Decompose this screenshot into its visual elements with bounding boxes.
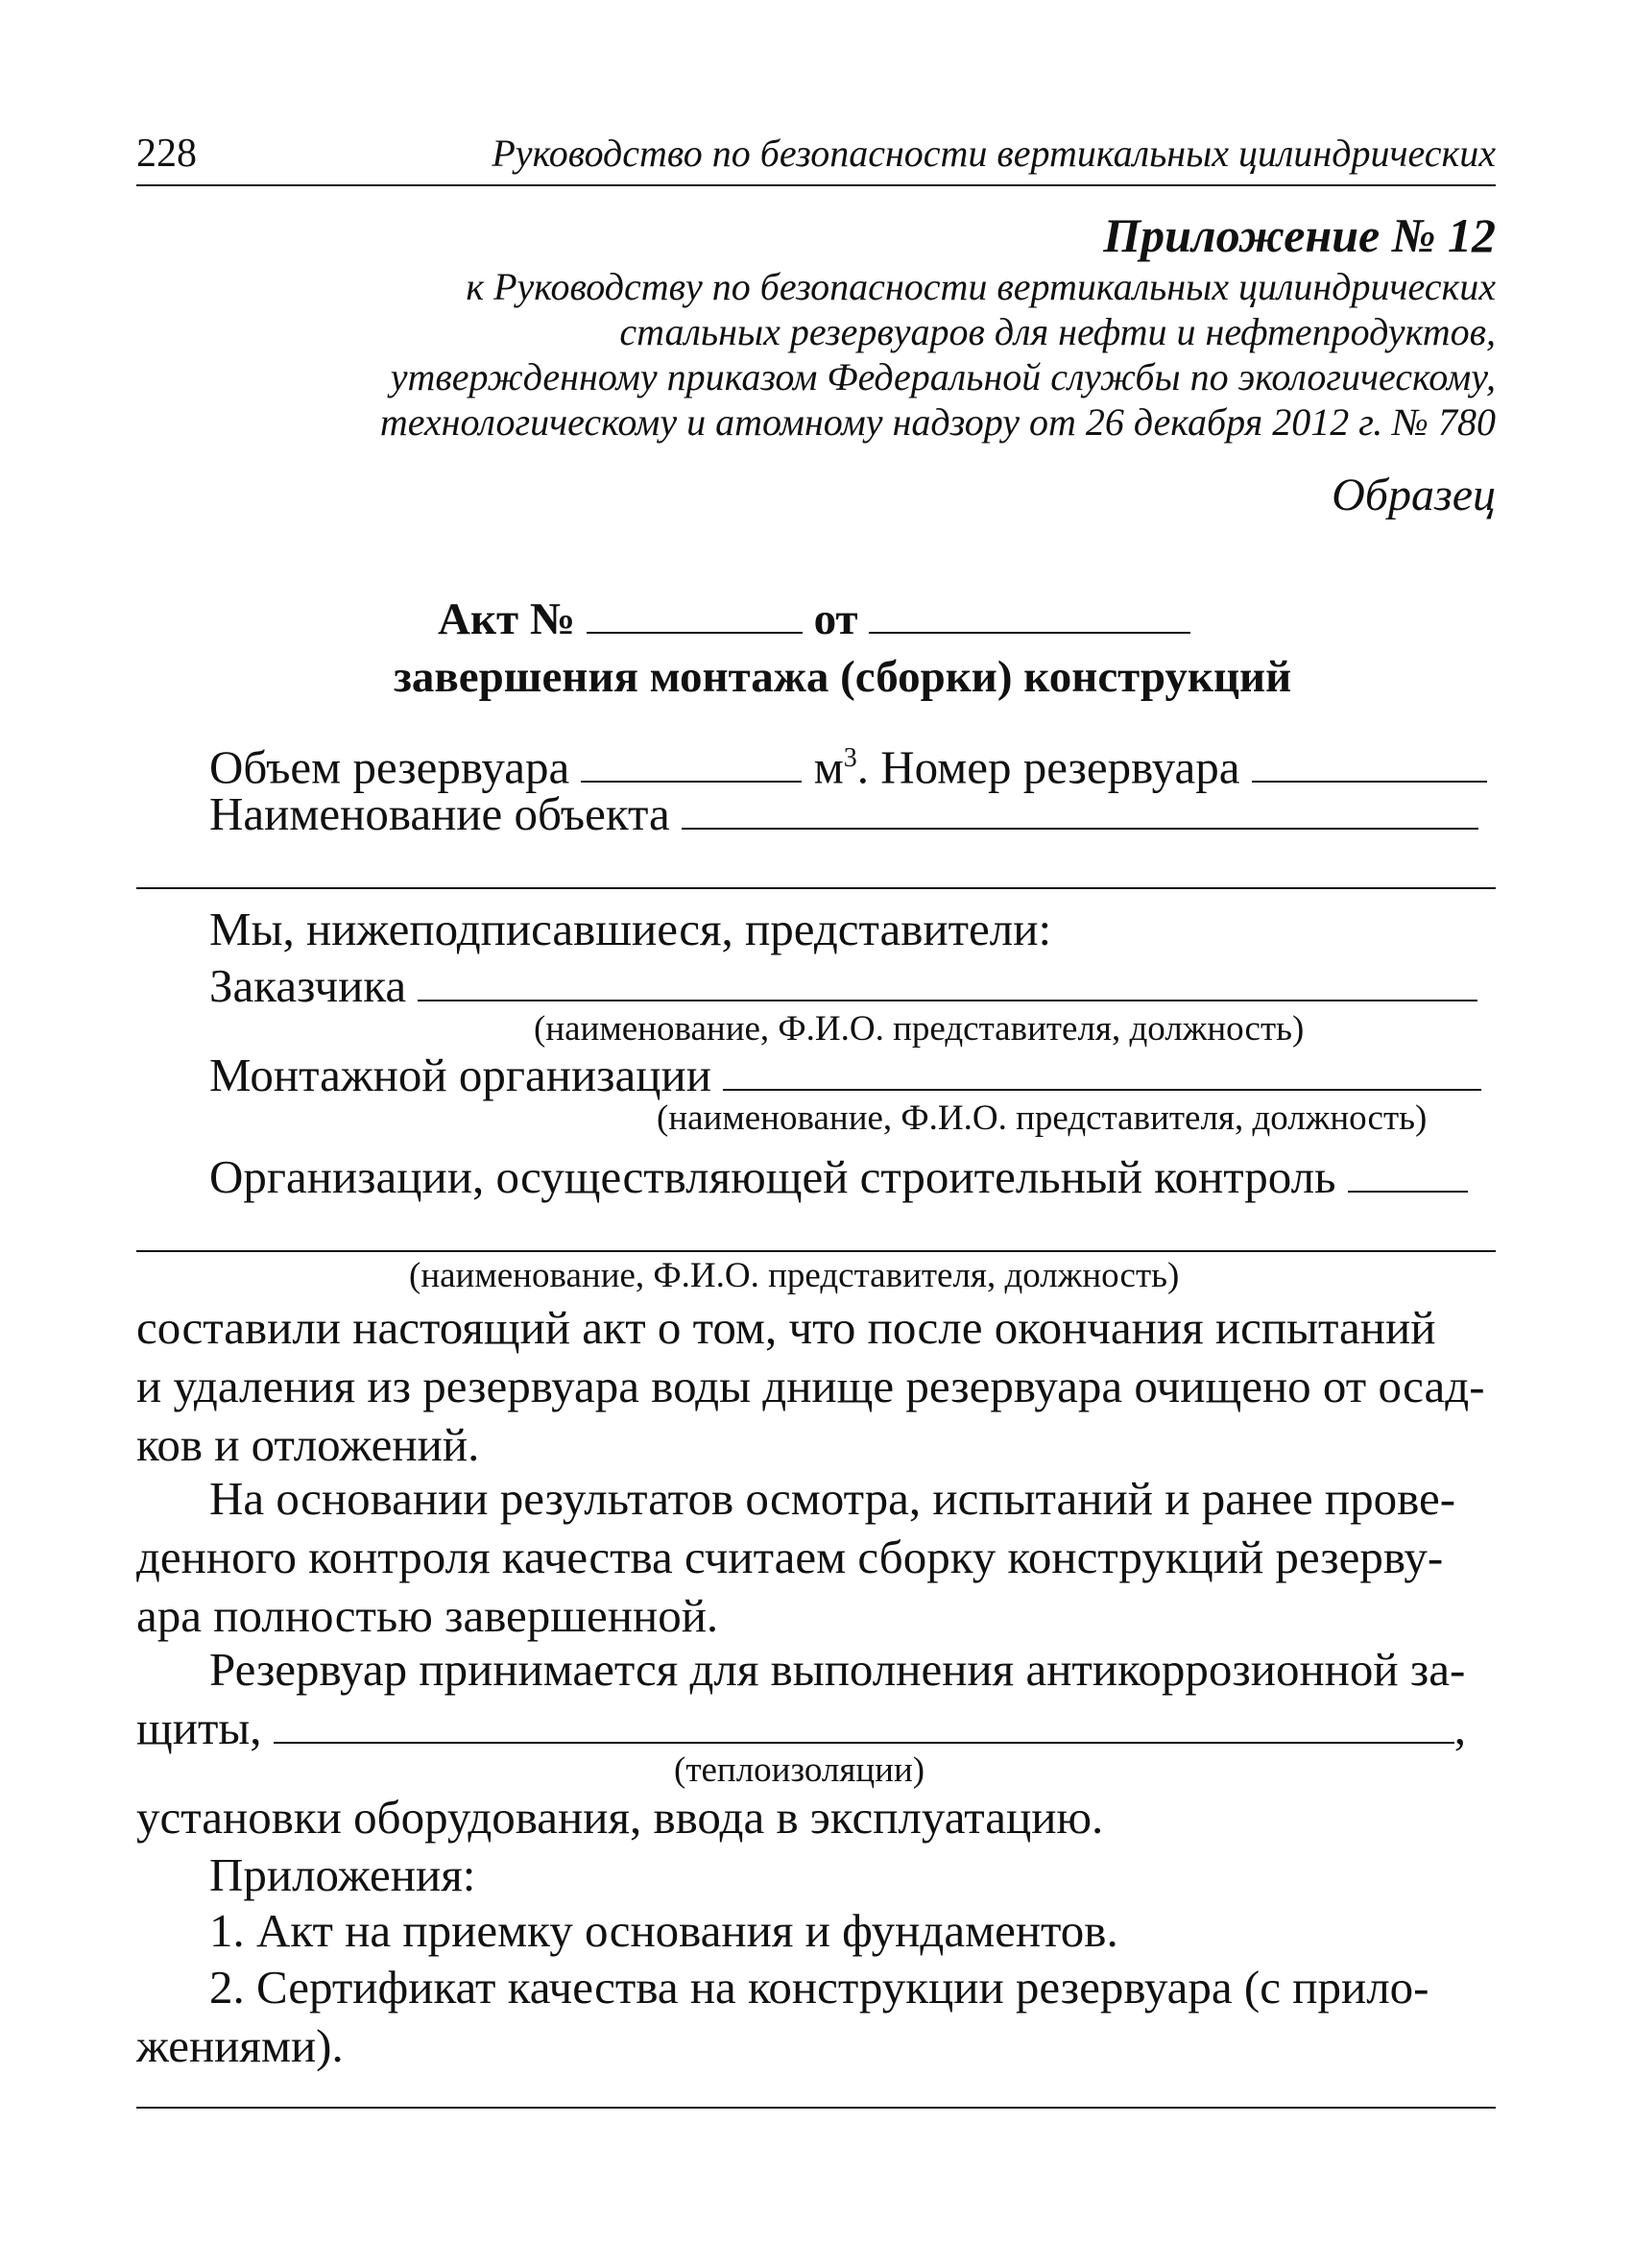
control-continuation-line[interactable] <box>136 1250 1496 1252</box>
paragraph-line: 2. Сертификат качества на конструкции резервуара (с прило- <box>209 1961 1429 2014</box>
object-name-continuation-line[interactable] <box>136 887 1496 889</box>
volume-field[interactable] <box>581 742 802 783</box>
act-from-label: от <box>813 594 858 644</box>
act-number-label: Акт № <box>438 594 576 644</box>
installer-caption: (наименование, Ф.И.О. представителя, должность) <box>657 1098 1428 1138</box>
act-number-field[interactable] <box>587 593 803 634</box>
volume-label: Объем резервуара <box>209 740 570 794</box>
act-subtitle: завершения монтажа (сборки) конструкций <box>394 652 1292 702</box>
appendix-line: стальных резервуаров для нефти и нефтепродуктов, <box>619 310 1496 353</box>
appendix-title: Приложение № 12 <box>1103 208 1496 262</box>
paragraph-line: денного контроля качества считаем сборку конструкций резерву- <box>136 1531 1444 1583</box>
control-caption: (наименование, Ф.И.О. представителя, должность) <box>409 1256 1180 1295</box>
insulation-caption: (теплоизоляции) <box>674 1750 925 1790</box>
paragraph-line: На основании результатов осмотра, испытаний и ранее прове- <box>209 1472 1456 1525</box>
paragraph-1 <box>136 1298 1485 1474</box>
protection-field[interactable] <box>274 1703 1454 1744</box>
paragraph-line: ара полностью завершенной. <box>136 1589 719 1642</box>
paragraph-line: составили настоящий акт о том, что после окончания испытаний <box>136 1301 1436 1354</box>
object-name-field[interactable] <box>682 789 1478 830</box>
appendix-line: технологическому и атомному надзору от 26 декабря 2012 г. № 780 <box>379 400 1496 444</box>
appendix-block <box>380 206 1496 445</box>
appendix-item-1: 1. Акт на приемку основания и фундаментов. <box>209 1904 1118 1957</box>
paragraph-line <box>136 1699 1466 1757</box>
sample-label: Образец <box>1332 470 1496 520</box>
volume-unit: м <box>813 740 844 794</box>
act-title <box>438 593 1190 645</box>
volume-unit-sup: 3 <box>843 743 857 773</box>
running-header <box>136 125 1496 186</box>
appendix-line: утвержденному приказом Федеральной службы по экологическому, <box>390 355 1496 398</box>
object-name-label: Наименование объекта <box>209 787 670 840</box>
appendices-heading: Приложения: <box>209 1848 476 1901</box>
object-row <box>209 785 1478 843</box>
appendix-line: к Руководству по безопасности вертикальных цилиндрических <box>466 265 1496 308</box>
paragraph-2 <box>136 1469 1455 1645</box>
paragraph-3 <box>136 1640 1466 1757</box>
tank-number-label: . Номер резервуара <box>856 740 1240 794</box>
appendix-item-2 <box>136 1958 1429 2075</box>
comma: , <box>1453 1701 1467 1754</box>
customer-label: Заказчика <box>209 959 407 1012</box>
representatives-heading: Мы, нижеподписавшиеся, представители: <box>209 903 1052 955</box>
paragraph-3-end: установки оборудования, ввода в эксплуатацию. <box>136 1791 1104 1844</box>
installer-row <box>209 1047 1481 1104</box>
control-row <box>209 1148 1468 1206</box>
paragraph-line: и удаления из резервуара воды днище резервуара очищено от осад- <box>136 1360 1485 1412</box>
installer-label: Монтажной организации <box>209 1049 711 1101</box>
paragraph-line: Резервуар принимается для выполнения антикоррозионной за- <box>209 1643 1466 1696</box>
customer-field[interactable] <box>418 961 1477 1001</box>
control-field[interactable] <box>1348 1152 1468 1193</box>
act-date-field[interactable] <box>869 593 1190 634</box>
control-label: Организации, осуществляющей строительный контроль <box>209 1150 1336 1203</box>
customer-caption: (наименование, Ф.И.О. представителя, должность) <box>534 1009 1305 1049</box>
running-title: Руководство по безопасности вертикальных цилиндрических <box>492 132 1496 175</box>
paragraph-line: жениями). <box>136 2019 344 2072</box>
protection-label: щиты, <box>136 1701 262 1754</box>
page-number: 228 <box>136 132 197 176</box>
customer-row <box>209 957 1477 1015</box>
paragraph-line: ков и отложений. <box>136 1418 480 1471</box>
tank-number-field[interactable] <box>1252 742 1487 783</box>
installer-field[interactable] <box>723 1050 1481 1091</box>
bottom-rule[interactable] <box>136 2107 1496 2109</box>
